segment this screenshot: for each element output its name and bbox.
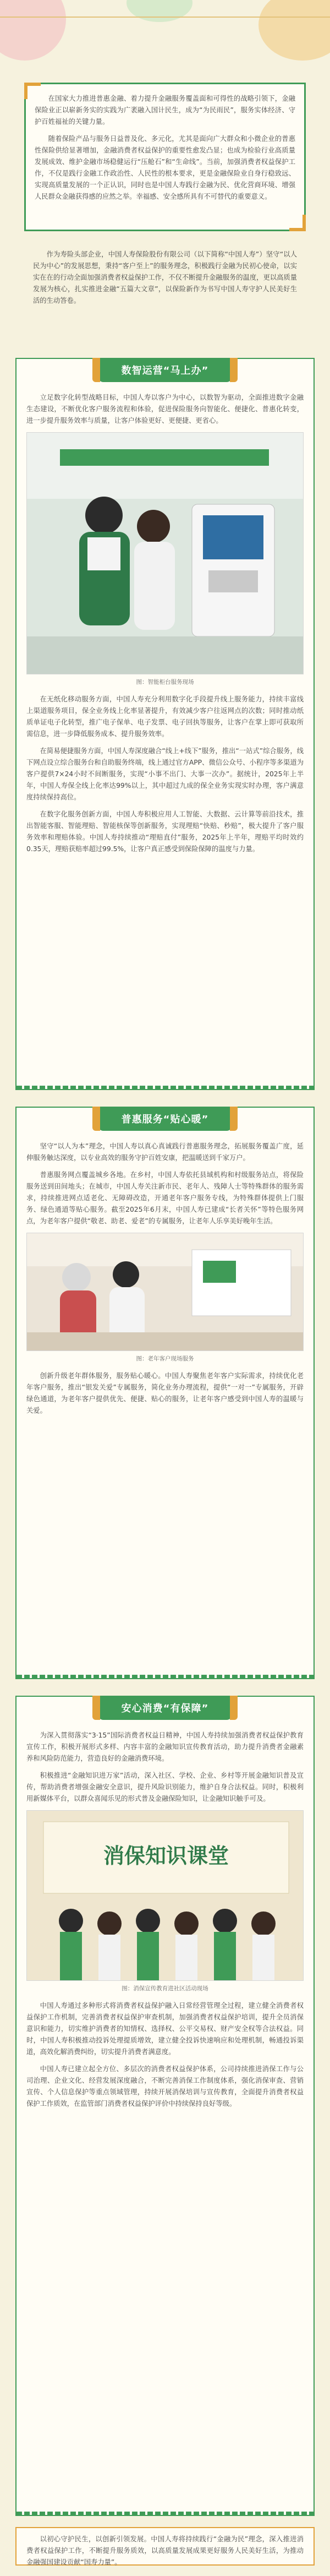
tag-tab-right: [230, 1107, 238, 1131]
tag-tab-right: [230, 358, 238, 382]
intro-paragraph-1: 在国家大力推进普惠金融、着力提升金融服务覆盖面和可得性的战略引领下，金融保险业正以崭新务实的实践为广袤融入国计民生，成为“为民雨民”，服务实体经济、守护百姓福祉的关键力量。: [35, 95, 295, 126]
senior-service-illustration: [27, 1233, 304, 1351]
section-3-paragraph: 为深入贯彻落实“3·15”国际消费者权益日精神，中国人寿持续加强消费者权益保护教育宣传工作，积极开展形式多样、内容丰富的金融知识宣传教育活动，助力提升消费者金融素养和风险防范能力，营造良好的金融消费环境。: [26, 1731, 304, 1762]
section-2-paragraph: 坚守“以人为本”理念，中国人寿以真心真诚践行普惠服务理念，拓展服务覆盖广度，延伸服务触达深度，以专业高效的服务守护百姓安康，把温暖送到千家万户。: [26, 1142, 304, 1162]
intro-card: [24, 83, 306, 231]
section-1-paragraph: 立足数字化转型战略目标，中国人寿以客户为中心，以数智为驱动，全面推进数字金融生态建设，不断优化客户服务流程和体验，促进保险服务向智能化、便捷化、普惠化转变，进一步提升服务效率与质量，让客户体验更好、更便捷、更省心。: [26, 394, 304, 424]
classroom-event-illustration: [27, 1811, 304, 1981]
section-digital-operations: [15, 358, 315, 1090]
smart-counter-illustration: [27, 433, 304, 674]
section-1-paragraph: 在简易便捷服务方面，中国人寿深度融合“线上+线下”服务，推出“一站式”综合服务，线下网点设立综合服务台和自助服务终端，线上通过官方APP、微信公众号、小程序等多渠道为客户提供7×24小时不间断服务，实现“小事不出门、大事一次办”。据统计，2025年上半年，中国人寿保全线上化率达99%以上，其中超过九成的保全业务实现实时办理，客户满意度持续保持高位。: [26, 747, 304, 801]
section-3-paragraph: 中国人寿已建立起全方位、多层次的消费者权益保护体系，公司持续推进消保工作与公司治理、企业文化、经营发展深度融合，不断完善消保工作制度体系，强化消保审查、营销宣传、个人信息保护等重点领域管理，持续开展消保培训与宣传教育，全面提升消费者权益保护工作质效，在监管部门消费者权益保护评价中持续保持良好等级。: [26, 2065, 304, 2107]
section-3-title-text: 安心消费“有保障”: [121, 1703, 209, 1714]
closing-paragraph: 以初心守护民生，以创新引领发展。中国人寿将持续践行“金融为民”理念，深入推进消费者权益保护工作，不断提升服务质效，以高质量发展成果更好服务人民美好生活，为推动金融强国建设贡献“国寿力量”。: [26, 2535, 304, 2566]
section-3-title: [98, 1696, 232, 1720]
decor-blob-yellow: [258, 0, 330, 61]
section-2-title-text: 普惠服务“贴心暖”: [121, 1114, 209, 1125]
section-3-paragraph: 积极推进“金融知识进万家”活动，深入社区、学校、企业、乡村等开展金融知识普及宣传，帮助消费者增强金融安全意识，提升风险识别能力，维护自身合法权益。同时，积极利用新媒体平台，以群众喜闻乐见的形式普及金融保险知识，让金融知识触手可及。: [26, 1772, 304, 1802]
closing-block: [15, 2527, 315, 2566]
section-1-title-text: 数智运营“马上办”: [121, 365, 209, 377]
photo-3-caption: 图：消保宣传教育进社区活动现场: [122, 1985, 208, 1992]
section-1-paragraph: 在数字化服务创新方面，中国人寿积极应用人工智能、大数据、云计算等前沿技术，推出智能客服、智能理赔、智能核保等创新服务，实现理赔“快赔、秒赔”，极大提升了客户服务效率和理赔体验。中国人寿持续推动“理赔直付”服务，2025年上半年，理赔平均时效约0.35天，理赔获赔率超过99.5%，让客户真正感受到保险保障的温度与力量。: [26, 810, 304, 853]
decor-blob-green: [127, 0, 193, 22]
tag-tab-right: [230, 1696, 238, 1720]
intro-paragraph-2: 随着保险产品与服务日益普及化、多元化，尤其是面向广大群众和小微企业的普惠性保险供给显著增加，金融消费者权益保护的重要性愈发凸显；也成为检验行业高质量发展成效、维护金融市场稳健运行“压舱石”和“生命线”。当前，加强消费者权益保护工作，不仅是践行金融工作政治性、人民性的根本要求，更是金融保险业自身行稳致远、实现高质量发展的一个正认识，同时也是中国人寿践行金融为民、优化营商环境、增强人民群众金融获得感的应然之举。幸福感、安全感所具有不可替代的重要意义。: [35, 135, 295, 200]
section-2-title: [98, 1107, 232, 1131]
banner-text: 消保知识课堂: [103, 1844, 229, 1868]
photo-1-caption: 图：智能柜台服务现场: [136, 679, 194, 685]
section-3-bottom-stripe: [16, 2512, 314, 2515]
senior-service-photo: [26, 1233, 304, 1351]
section-inclusive-service: [15, 1107, 315, 1679]
tag-tab-left: [92, 358, 100, 382]
section-1-paragraph: 在无纸化移动服务方面，中国人寿充分利用数字化手段提升线上服务能力，持续丰富线上渠道服务项目，保全业务线上化率显著提升，有效减少客户往返网点的次数；同时推动纸质单证电子化转型，推广电子保单、电子发票、电子回执等服务，让客户在掌上即可获取所需信息，进一步降低服务成本、提升服务效率。: [26, 695, 304, 738]
tag-tab-left: [92, 1696, 100, 1720]
section-consumer-protection: [15, 1696, 315, 2516]
decor-blob-pink: [0, 0, 66, 61]
about-block: [24, 242, 306, 341]
smart-counter-photo: [26, 432, 304, 674]
photo-2-caption: 图：老年客户现场服务: [136, 1355, 194, 1362]
section-1-bottom-stripe: [16, 1086, 314, 1089]
decor-line: [0, 17, 330, 18]
section-3-paragraph: 中国人寿通过多种形式将消费者权益保护融入日常经营管理全过程，建立健全消费者权益保护工作机制，完善消费者权益保护审查机制，加强消费者权益保护培训，提升全员消保意识和能力，切实维护消费者的知情权、选择权、公平交易权、财产安全权等合法权益。同时，中国人寿积极推动投诉处理提质增效，建立健全投诉快速响应和处理机制，畅通投诉渠道，高效化解消费纠纷，切实提升消费者满意度。: [26, 2002, 304, 2056]
tag-tab-left: [92, 1107, 100, 1131]
section-1-title: [98, 358, 232, 382]
about-paragraph: 作为寿险头部企业，中国人寿保险股份有限公司（以下简称“中国人寿”）坚守“以人民为中心”的发展思想，秉持“客户至上”的服务理念，积极践行金融为民初心使命，以实实在在的行动全面加强消费者权益保护工作，不仅不断提升金融服务的温度，更以高质量发展为核心，扎实推进金融“五篇大文章”，以保险新作为书写中国人寿守护人民美好生活的生动答卷。: [33, 250, 297, 304]
header-decoration: [0, 0, 330, 83]
section-2-paragraph: 普惠服务网点覆盖城乡各地。在乡村，中国人寿依托县域机构和村级服务站点，将保险服务送到田间地头；在城市，中国人寿关注新市民、老年人、残障人士等特殊群体的服务需求，持续推进网点适老化、无障碍改造，开通老年客户服务专线，为特殊群体提供上门服务、绿色通道等贴心服务。截至2025年6月末，中国人寿已建成“长者关怀”等特色服务网点，为老年客户提供“敬老、助老、爱老”的专属服务，让老年人乐享美好晚年生活。: [26, 1171, 304, 1225]
section-2-paragraph: 创新升级老年群体服务，服务贴心暖心。中国人寿聚焦老年客户实际需求，持续优化老年客户服务，推出“银发关爱”专属服务，简化业务办理流程，提供“一对一”专属服务，开辟绿色通道，为老年客户提供优先、便捷、贴心的服务，让老年客户感受到中国人寿的温暖与关爱。: [26, 1372, 304, 1414]
section-2-bottom-stripe: [16, 1675, 314, 1678]
classroom-event-photo: [26, 1810, 304, 1981]
